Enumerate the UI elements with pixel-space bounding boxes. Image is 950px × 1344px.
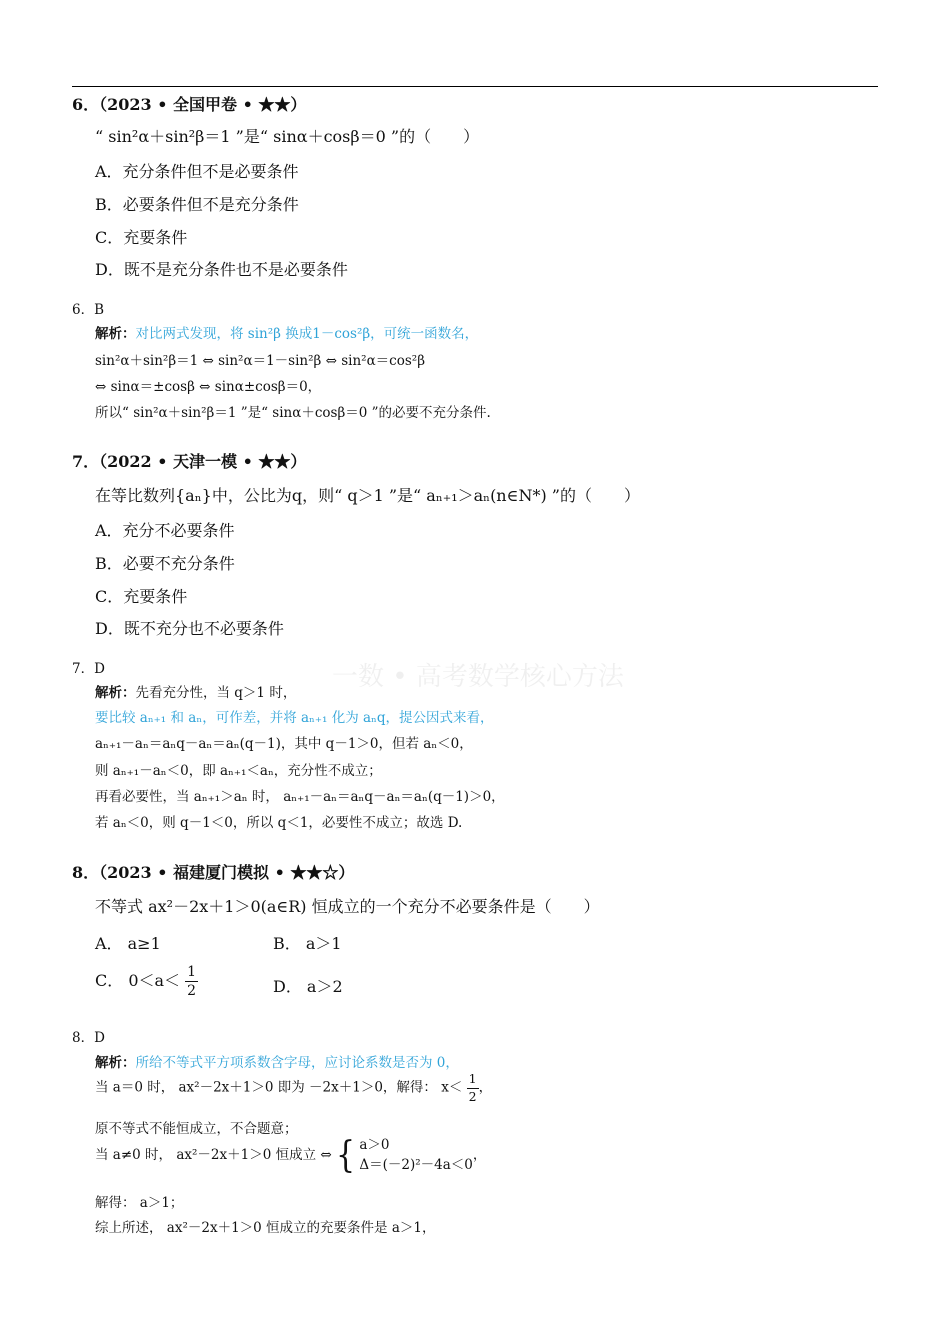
question-6-option-d: D．既不是充分条件也不是必要条件: [95, 260, 348, 279]
question-6-option-b: B．必要条件但不是充分条件: [95, 195, 299, 214]
watermark: 一数 • 高考数学核心方法: [332, 662, 624, 692]
solution-7-first: 先看充分性，当 q＞1 时，: [135, 685, 297, 701]
case-2: Δ＝(－2)²－4a＜0: [359, 1156, 473, 1173]
question-7-option-b: B．必要不充分条件: [95, 554, 235, 573]
solution-8-line-1-tail: ，: [478, 1079, 493, 1096]
question-6-heading: 6．（2023 • 全国甲卷 • ★★）: [72, 95, 307, 114]
solution-8-answer: 8．D: [72, 1030, 105, 1046]
solution-label: 解析：: [95, 326, 136, 342]
question-7-option-d: D．既不充分也不必要条件: [95, 619, 284, 638]
solution-8-line-2: 原不等式不能恒成立，不合题意；: [95, 1121, 298, 1137]
fraction-denominator: 2: [468, 1088, 477, 1104]
question-6-option-a: A．充分条件但不是必要条件: [95, 162, 299, 181]
question-7-option-a: A．充分不必要条件: [95, 521, 235, 540]
fraction-denominator: 2: [187, 983, 197, 999]
fraction-one-half: [467, 1073, 479, 1103]
solution-8-line-3-tail: ，: [472, 1147, 487, 1164]
question-8-option-c: [95, 965, 198, 998]
case-1: a＞0: [359, 1137, 390, 1153]
question-8-option-d: D． a＞2: [273, 977, 343, 996]
question-6-option-c: C．充要条件: [95, 228, 188, 247]
solution-7-line-1: aₙ₊₁－aₙ＝aₙq－aₙ＝aₙ(q－1)，其中 q－1＞0，但若 aₙ＜0，: [95, 736, 473, 752]
solution-label: 解析：: [95, 685, 136, 701]
solution-8-line-3: [95, 1133, 487, 1176]
solution-7-line-4: 若 aₙ＜0，则 q－1＜0，所以 q＜1，必要性不成立；故选 D.: [95, 815, 463, 831]
solution-7-line-2: 则 aₙ₊₁－aₙ＜0，即 aₙ₊₁＜aₙ，充分性不成立；: [95, 763, 382, 779]
question-7-stem: 在等比数列{aₙ}中，公比为q，则“ q＞1 ”是“ aₙ₊₁＞aₙ(n∈N*) ”的（ ）: [95, 486, 640, 505]
fraction-one-half: [185, 965, 198, 998]
question-8-stem: 不等式 ax²－2x＋1＞0(a∈R) 恒成立的一个充分不必要条件是（ ）: [95, 897, 600, 916]
solution-6-hint: 对比两式发现，将 sin²β 换成1－cos²β，可统一函数名，: [135, 326, 479, 342]
solution-8-line-1: [95, 1073, 492, 1103]
question-6-stem: “ sin²α＋sin²β＝1 ”是“ sinα＋cosβ＝0 ”的（ ）: [95, 127, 480, 146]
solution-8-line-4: 解得： a＞1；: [95, 1195, 184, 1211]
question-7-heading: 7．（2022 • 天津一模 • ★★）: [72, 452, 307, 471]
solution-6-intro: [95, 322, 478, 342]
solution-6-line-2: ⇔ sinα＝±cosβ ⇔ sinα±cosβ＝0，: [95, 379, 322, 395]
option-c-text: C． 0＜a＜: [95, 971, 181, 990]
solution-8-line-5: 综上所述， ax²－2x＋1＞0 恒成立的充要条件是 a＞1，: [95, 1220, 436, 1236]
question-7-option-c: C．充要条件: [95, 587, 188, 606]
solution-7-line-3: 再看必要性，当 aₙ₊₁＞aₙ 时， aₙ₊₁－aₙ＝aₙq－aₙ＝aₙ(q－1)＞0，: [95, 789, 505, 805]
solution-6-answer: 6．B: [72, 302, 105, 318]
solution-6-line-1: sin²α＋sin²β＝1 ⇔ sin²α＝1－sin²β ⇔ sin²α＝cos²β: [95, 353, 426, 369]
case-system: [359, 1136, 473, 1175]
solution-8-hint: 所给不等式平方项系数含字母，应讨论系数是否为 0，: [135, 1055, 459, 1071]
solution-7-hint: 要比较 aₙ₊₁ 和 aₙ，可作差，并将 aₙ₊₁ 化为 aₙq，提公因式来看，: [95, 710, 494, 726]
question-8-option-a: A． a≥1: [95, 934, 161, 953]
solution-label: 解析：: [95, 1055, 136, 1071]
solution-6-line-3: 所以“ sin²α＋sin²β＝1 ”是“ sinα＋cosβ＝0 ”的必要不充分条件.: [95, 405, 491, 421]
solution-8-line-1-text: 当 a＝0 时， ax²－2x＋1＞0 即为 －2x＋1＞0，解得： x＜: [95, 1079, 463, 1096]
fraction-numerator: 1: [467, 1073, 479, 1089]
question-8-heading: 8．（2023 • 福建厦门模拟 • ★★☆）: [72, 863, 355, 882]
question-8-option-b: B． a＞1: [273, 934, 342, 953]
solution-7-intro: [95, 681, 296, 701]
left-brace-icon: {: [335, 1133, 356, 1176]
solution-8-line-3-text: 当 a≠0 时， ax²－2x＋1＞0 恒成立 ⇔: [95, 1147, 332, 1164]
top-rule: [72, 86, 878, 87]
fraction-numerator: 1: [187, 964, 197, 980]
solution-8-intro: [95, 1051, 459, 1071]
solution-7-answer: 7．D: [72, 661, 105, 677]
